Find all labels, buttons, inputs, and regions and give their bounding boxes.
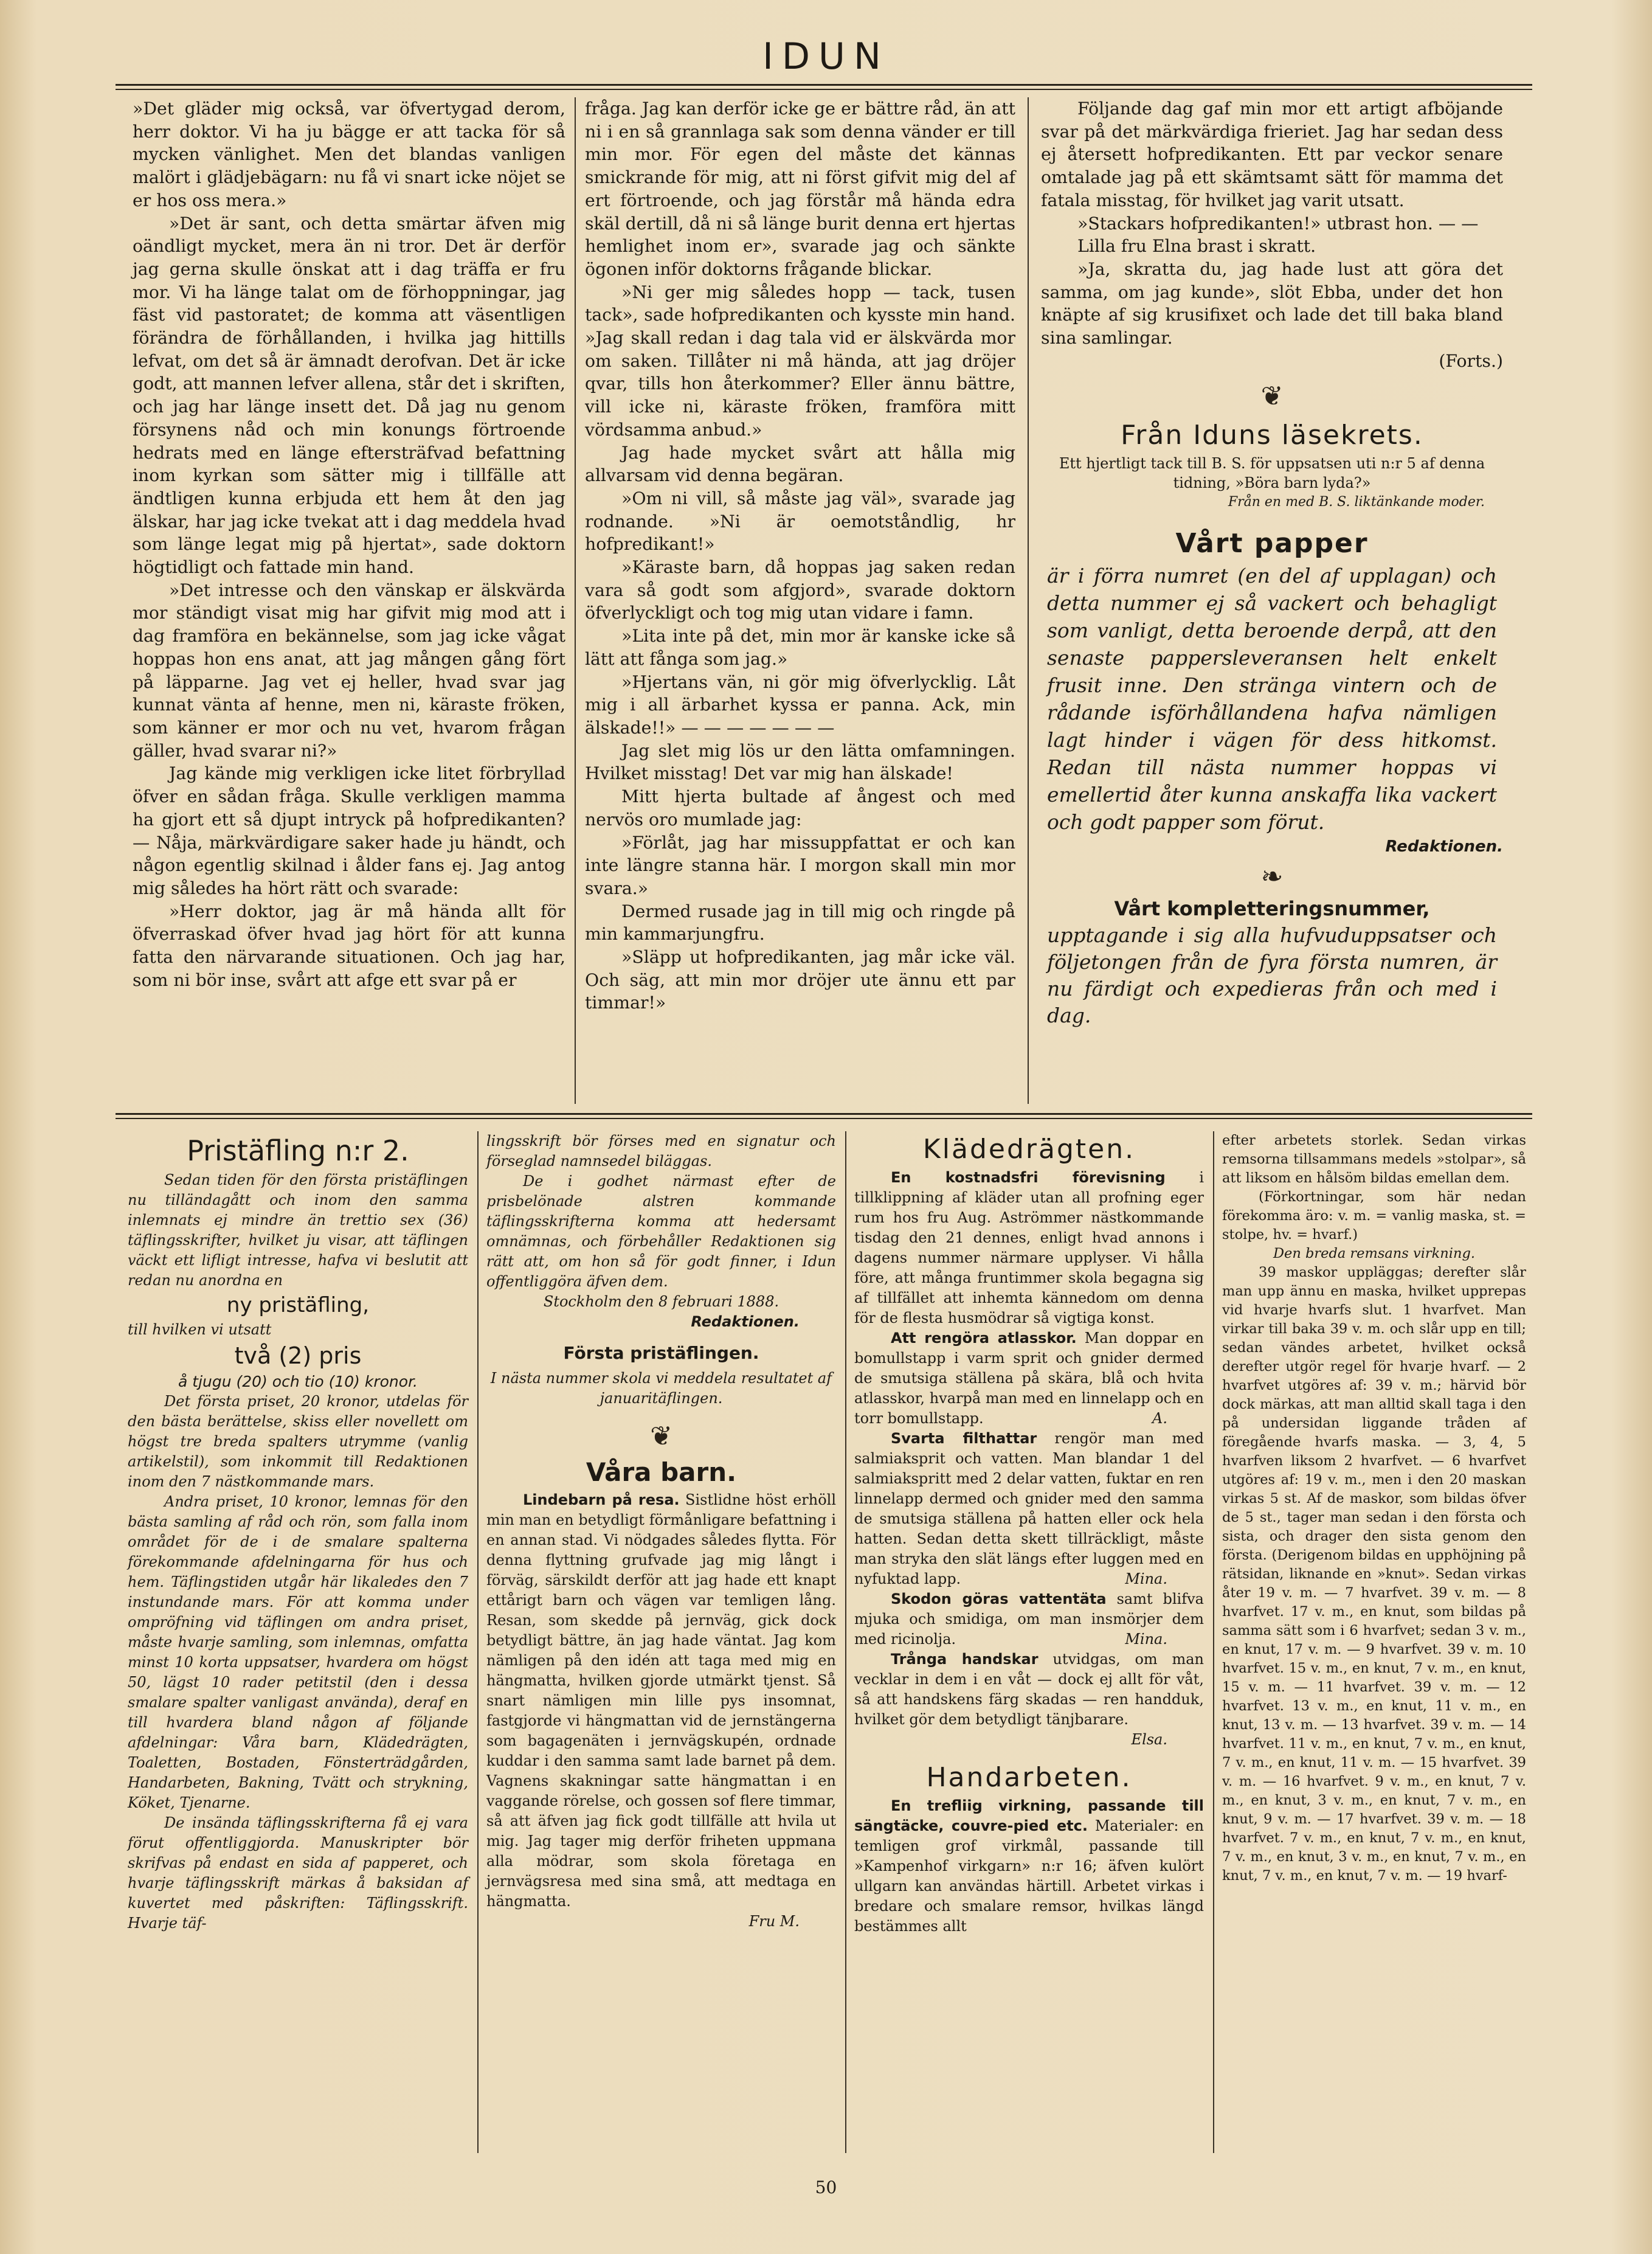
paragraph: »Stackars hofpredikanten!» utbrast hon. — — [1077,213,1479,234]
item-signature: Mina. [1125,1631,1167,1648]
paragraph: »Det är sant, och detta smärtar äfven mig oändligt mycket, mera än ni tror. Det är derför jag gerna skulle önskat att i dag träffa er fru mor. Vi ha länge talat om de förhoppningar, jag fäst vid pastoratet; de komma att väsentligen förändra de förhållanden, i hvilka jag hittills lefvat, om det så är ämnadt derofvan. Det är icke godt, att mannen lefver allena, står det i skriften, och jag har länge insett det. Då jag nu genom försynens nåd och min konungs förtroende hedrats med en länge eftersträfvad befattning inom kyrkan som sätter mig i tillfälle att ändtligen kunna erbjuda ett hem åt den jag älskar, har jag icke tvekat att i dag meddela hvad som länge legat mig på hjertat», sade doktorn högtidligt och fattade min hand. [133,213,565,578]
item-lead: Skodon göras vattentäta [891,1590,1107,1607]
handarbeten-heading: Handarbeten. [926,1762,1132,1793]
forsta-pristaflingen-text: I nästa nummer skola vi meddela resultatet af januaritäflingen. [490,1370,832,1407]
page-number: 50 [815,2177,837,2197]
paragraph: »Om ni vill, så måste jag väl», svarade jag rodnande. »Ni är oemotståndlig, hr hofpredikant!» [585,488,1015,555]
continued-note: (Forts.) [1439,350,1503,371]
papper-signature: Redaktionen. [1385,837,1503,856]
subheading: Den breda remsans virkning. [1273,1246,1476,1261]
fleuron-ornament-icon: ❦ [1260,381,1284,412]
lasekrets-signature: Från en med B. S. liktänkande moder. [1228,494,1485,510]
kladedragten-heading: Klädedrägten. [922,1134,1136,1165]
paragraph: Följande dag gaf min mor ett artigt afböjande svar på det märkvärdiga frieriet. Jag har sedan dess ej återsett hofpredikanten. Ett par veckor senare omtalade jag på ett skämtsamt sätt för mamma det fatala misstag, för hvilket jag varit utsatt. [1041,99,1503,210]
column-divider [575,97,576,1104]
papper-text: är i förra numret (en del af upplagan) och detta nummer ej så vackert och behagligt som vanligt, detta beroende derpå, att den senaste pappersleveransen helt enkelt frusit inne. Den stränga vintern och de rådande isförhållandena hafva nämligen lagt hinder i vägen för dess hitkomst. Redan till nästa nummer hoppas vi emellertid åter kunna anskaffa lika vackert och godt papper som förut. [1047,564,1497,834]
pristafling-heading: Pristäfling n:r 2. [187,1134,409,1167]
prize-count: två (2) pris [234,1342,362,1369]
story-column-1 [133,97,565,991]
column-divider [845,1131,846,2153]
komplett-text: upptagande i sig alla hufvuduppsatser och följetongen från de fyra första numren, är nu färdigt och expedieras från och med i dag. [1047,923,1497,1028]
item-text: utvidgas, om man vecklar in dem i en våt — dock ej allt för våt, så att handskens färg skadas — ren handduk, hvilket gör dem betydligt tänjbarare. [854,1651,1204,1728]
column-divider [477,1131,479,2153]
pristafling-intro: Sedan tiden för den första pristäflingen nu tilländagått och inom den samma inlemnats ej mindre än trettio sex (36) täflingsskrifter, hvilket ju visar, att täflingen väckt ett lifligt intresse, hafva vi beslutit att redan nu anordna en [128,1171,468,1289]
masthead: IDUN [762,35,890,78]
vara-barn-heading: Våra barn. [586,1457,737,1487]
paragraph: Dermed rusade jag in till mig och ringde på min kammarjungfru. [585,901,1015,945]
pristafling-signature: Redaktionen. [691,1313,800,1330]
item-signature: A. [1152,1410,1167,1427]
forsta-pristaflingen-heading: Första pristäflingen. [563,1343,759,1363]
section-heading-lasekrets: Från Iduns läsekrets. [1121,420,1423,451]
fleuron-ornament-icon: ❦ [650,1421,672,1452]
paragraph: »Lita inte på det, min mor är kanske icke så lätt att fånga som jag.» [585,626,1015,669]
pristafling-column [128,1131,468,1933]
item-lead: En trefliig virkning, passande till sängtäcke, couvre-pied etc. [854,1797,1204,1834]
section-heading-kompletteringsnummer: Vårt kompletteringsnummer, [1114,897,1430,921]
item-text: samt blifva mjuka och smidiga, om man insmörjer dem med ricinolja. [854,1590,1204,1648]
item-lead: En kostnadsfri förevisning [891,1169,1166,1186]
lasekrets-text: Ett hjertligt tack till B. S. för uppsatsen uti n:r 5 af denna tidning, »Böra barn lyda?» [1059,455,1485,492]
item-text: Man doppar en bomullstapp i varm sprit och gnider dermed de smutsiga ställena på skära, blå och hvita atlasskor, hvarpå man med en linnelapp och en torr bomullstapp. [854,1330,1204,1427]
item-lead: Att rengöra atlasskor. [891,1330,1077,1347]
fleuron-ornament-icon: ❧ [1260,861,1284,893]
paragraph: »Det intresse och den vänskap er älskvärda mor ständigt visat mig har gifvit mig mod att i dag framföra en bekännelse, som jag icke vågat hoppas hon ens anat, att jag mången gång fört på läpparne. Jag vet ej heller, hvad svar jag kunnat vänta af henne, men ni, käraste fröken, som känner er mor och nu vet, hvarom frågan gäller, hvad svarar ni?» [133,580,565,761]
rules-first-prize: Det första priset, 20 kronor, utdelas för den bästa berättelse, skiss eller novellett om högst tre breda spalters utrymme (vanlig artikelstil), som inkommit till Redaktionen inom den 7 nästkommande mars. [128,1393,468,1490]
item-text: i tillklippning af kläder utan all profning eger rum hos fru Aug. Aströmmer nästkommande tisdag den 21 dennes, enligt hvad annons i dagens nummer närmare upplyser. Vi hålla före, att många fruntimmer skola begagna sig af tillfället att inhemta kännedom om denna för de flesta husmödrar så vigtiga konst. [854,1169,1204,1326]
paragraph: Mitt hjerta bultade af ångest och med nervös oro mumlade jag: [585,786,1015,830]
vara-barn-lead: Lindebarn på resa. [523,1491,680,1508]
masthead-rule-top [116,84,1532,86]
utsatt-text: till hvilken vi utsatt [128,1321,272,1338]
paragraph: (Förkortningar, som här nedan förekomma äro: v. m. = vanlig maska, st. = stolpe, hv. = hvarf.) [1222,1189,1526,1243]
paragraph: »Släpp ut hofpredikanten, jag mår icke väl. Och säg, att min mor dröjer ute ännu ett par timmar!» [585,947,1015,1013]
masthead-rule-bottom [116,89,1532,90]
item-text: rengör man med salmiaksprit och vatten. Man blandar 1 del salmiakspritt med 2 delar vatten, fuktar en ren linnelapp dermed och gnider med den samma de smutsiga ställena på hatten eller ock hela hatten. Sedan detta skett tillräckligt, måste man stryka den slät längs efter luggen med en nyfuktad lapp. [854,1430,1204,1587]
paragraph: »Det gläder mig också, var öfvertygad derom, herr doktor. Vi ha ju bägge er att tacka för så mycken vänlighet. Men det blandas vanligen malört i glädjebägarn: nu få vi snart icke nöjet se er hos oss mera.» [133,99,565,210]
ny-pristafling: ny pristäfling, [226,1293,370,1317]
paragraph: 39 maskor uppläggas; derefter slår man upp ännu en maska, hvilket upprepas vid hvarje hvarfs slut. 1 hvarfvet. Man virkar till baka 39 v. m. och slår upp en till; sedan vändes arbetet, hvilket också derefter utgör regel för hvarje hvarf. — 2 hvarfvet utgöres af: 39 v. m.; härvid bör dock märkas, att man alltid skall taga i den på undersidan liggande tråden af föregående hvarfs maska. — 3, 4, 5 hvarfven liksom 2 hvarfvet. — 6 hvarfvet utgöres af: 19 v. m., men i den 20 maskan virkas 5 st. Af de maskor, som bildas öfver de 5 st., tager man sedan i den första och sista, och drager den sista genom den första. (Derigenom bildas en upphöjning på rätsidan, liknande en »knut». Sedan virkas åter 19 v. m. — 7 hvarfvet. 39 v. m. — 8 hvarfvet. 17 v. m., en knut, som bildas på samma sätt som i 6 hvarfvet; sedan 3 v. m., en knut, 17 v. m. — 9 hvarfvet. 39 v. m. 10 hvarfvet. 15 v. m., en knut, 7 v. m., en knut, 15 v. m. — 11 hvarfvet. 39 v. m. — 12 hvarfvet. 13 v. m., en knut, 11 v. m., en knut, 13 v. m. — 13 hvarfvet. 39 v. m. — 14 hvarfvet. 11 v. m., en knut, 7 v. m., en knut, 7 v. m., en knut, 11 v. m. — 15 hvarfvet. 39 v. m. — 16 hvarfvet. 9 v. m., en knut, 7 v. m., en knut, 3 v. m., en knut, 7 v. m., en knut, 9 v. m. — 17 hvarfvet. 39 v. m. — 18 hvarfvet. 7 v. m., en knut, 7 v. m., en knut, 7 v. m., en knut, 3 v. m., en knut, 7 v. m., en knut, 7 v. m., en knut, 7 v. m. — 19 hvarf- [1222,1264,1526,1884]
item-lead: Trånga handskar [891,1651,1039,1668]
item-signature: Elsa. [1131,1731,1167,1748]
paragraph: »Käraste barn, då hoppas jag saken redan vara så godt som afgjord», svarade doktorn öfverlyckligt och tog mig utan vidare i famn. [585,557,1015,623]
paragraph: »Herr doktor, jag är må hända allt för öfverraskad öfver hvad jag hört för att kunna fatta den närvarande situationen. Och jag har, som ni bör inse, svårt att afge ett svar på er [133,901,565,990]
paragraph: fråga. Jag kan derför icke ge er bättre råd, än att ni i en så grannlaga sak som denna vänder er till min mor. För egen del måste det kännas smickrande för mig, att ni först gifvit mig del af ert förtroende, och jag förstår må hända edra skäl dertill, då ni så länge burit denna ert hjertas hemlighet inom er», svarade jag och sänkte ögonen inför doktorns frågande blickar. [585,99,1015,279]
rules-submission: De insända täflingsskrifterna få ej vara förut offentliggjorda. Manuskripter bör skrifvas på endast en sida af papperet, och hvarje täflingsskrift märkas å baksidan af kuvertet med påskriften: Täflingsskrift. Hvarje täf- [128,1814,468,1932]
item-text: Materialer: en temligen grof virkmål, passande till »Kampenhof virkgarn» n:r 16; äfven kulört ullgarn kan användas härtill. Arbetet virkas i bredare och smalare remsor, hvilkas längd bestämmes allt [854,1817,1204,1935]
pristafling-cont-column [486,1131,836,1932]
paragraph: »Ni ger mig således hopp — tack, tusen tack», sade hofpredikanten och kysste min hand. »Jag skall redan i dag tala vid er älskvärda mor om saken. Tillåter ni må hända, att jag dröjer qvar, tills hon återkommer? Eller ännu bättre, vill icke ni, käraste fröken, framföra mitt vördsamma anbud.» [585,282,1015,440]
paragraph: Jag kände mig verkligen icke litet förbryllad öfver en sådan fråga. Skulle verkligen mamma ha gjort ett så djupt intryck på hofpredikanten? — Nåja, märkvärdigare saker hade ju händt, och någon egentlig skilnad i ålder fans ej. Jag antog mig således ha hört rätt och svarade: [133,763,565,898]
sidebar-column [1041,97,1503,1029]
vara-barn-signature: Fru M. [748,1913,800,1930]
handarbeten-cont-column [1222,1131,1526,1885]
rules-second-prize: Andra priset, 10 kronor, lemnas för den bästa samling af råd och rön, som falla inom området för de i de smalare spalterna förekommande afdelningarna för hus och hem. Täflingstiden utgår här likaledes den 7 instundande mars. För att komma under ompröfning vid täflingen om andra priset, måste hvarje samling, som inlemnas, omfatta minst 10 korta uppsatser, hvardera om högst 50, lägst 10 rader petitstil (den i dessa smalare spalter vanligast använda), deraf en till hvardera bland någon af följande afdelningar: Våra barn, Klädedrägten, Toaletten, Bostaden, Fönsterträdgården, Handarbeten, Bakning, Tvätt och strykning, Köket, Tjenarne. [128,1493,468,1811]
section-heading-papper: Vårt papper [1175,528,1369,560]
pristafling-godhet: De i godhet närmast efter de prisbelönade alstren kommande täflingsskrifterna komma att hedersamt omnämnas, och förbehåller Redaktionen sig rätt att, om hon så för godt finner, i Idun offentliggöra äfven dem. [486,1173,836,1290]
item-signature: Mina. [1125,1570,1167,1587]
section-rule [116,1118,1532,1119]
kladedragten-column [854,1131,1204,1937]
paragraph: »Hjertans vän, ni gör mig öfverlycklig. Låt mig i all ärbarhet kyssa er panna. Ack, min älskade!!» — — — — — — — [585,671,1015,738]
paragraph: Lilla fru Elna brast i skratt. [1077,236,1316,257]
item-lead: Svarta filthattar [891,1430,1037,1447]
section-rule [116,1113,1532,1115]
paragraph: efter arbetets storlek. Sedan virkas remsorna tillsammans medels »stolpar», så att liksom en hålsöm bildas emellan dem. [1222,1132,1526,1186]
column-divider [1213,1131,1214,2153]
prize-amounts: å tjugu (20) och tio (10) kronor. [178,1373,418,1390]
paragraph: Jag hade mycket svårt att hålla mig allvarsam vid denna begäran. [585,442,1015,486]
pristafling-date: Stockholm den 8 februari 1888. [543,1293,779,1310]
paragraph: Jag slet mig lös ur den lätta omfamningen. Hvilket misstag! Det var mig han älskade! [585,740,1015,784]
paragraph: »Förlåt, jag har missuppfattat er och kan inte längre stanna här. I morgon skall min mor svara.» [585,832,1015,898]
vara-barn-text: Sistlidne höst erhöll min man en betydligt förmånligare befattning i en annan stad. Vi nödgades således flytta. För denna flyttning grufvade jag mig långt i förväg, särskildt derför att jag hade ett knapt ettårigt barn och vägen var temligen lång. Resan, som skedde på jernväg, gick dock betydligt bättre, än jag hade väntat. Jag kom nämligen på den idén att taga med mig en hängmatta, hvilken gjorde utmärkt tjenst. Så snart nämligen min lille pys insomnat, fastgjorde vi hängmattan vid de jernstängerna som bagagenäten i jernvägskupén, ordnade kuddar i den samma samt lade barnet på dem. Vagnens skakningar satte hängmattan i en vaggande rörelse, och gossen sof flere timmar, så att äfven jag fick godt tillfälle att hvila ut mig. Jag tager mig derför friheten uppmana alla mödrar, som skola företaga en jernvägsresa med sina små, att medtaga en hängmatta. [486,1491,837,1910]
paragraph: »Ja, skratta du, jag hade lust att göra det samma, om jag kunde», slöt Ebba, under det hon knäpte af sig krusifixet och lade det till baka bland sina samlingar. [1041,258,1503,349]
column-divider [1028,97,1029,1104]
pristafling-cont: lingsskrift bör förses med en signatur och förseglad namnsedel biläggas. [486,1132,836,1170]
story-column-2 [585,97,1015,1014]
